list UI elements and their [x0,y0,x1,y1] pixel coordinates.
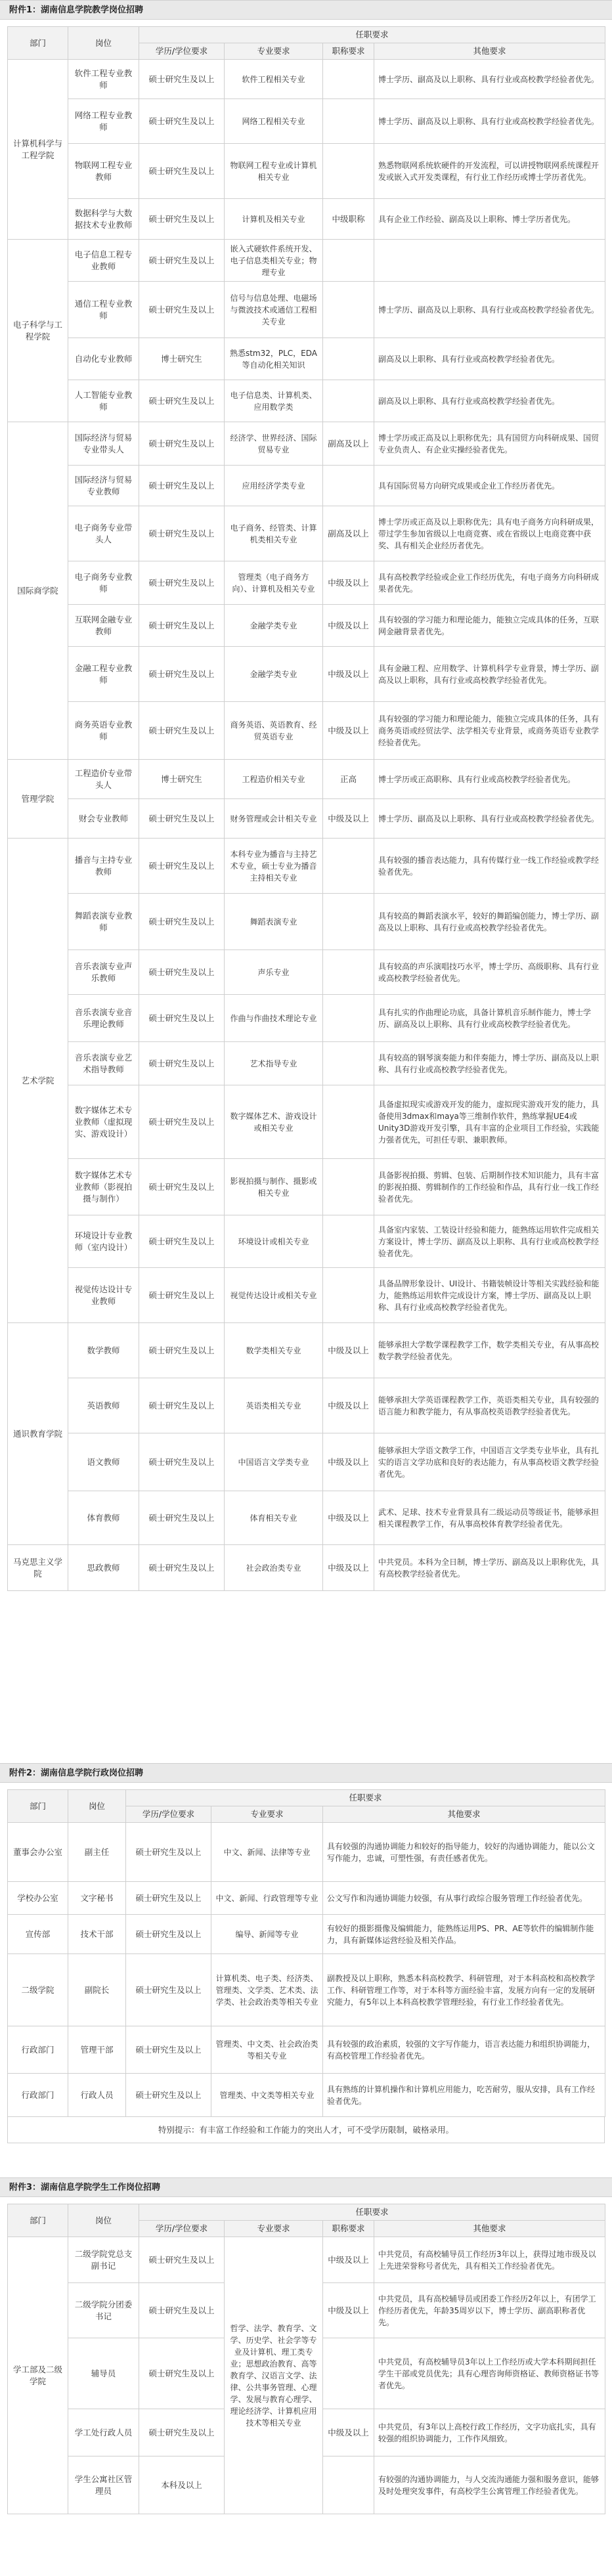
other-cell: 副教授及以上职称，熟悉本科高校教学、科研管理，对于本科高校和高校教学工作、科研管理工作等，对于本科等方面经验丰富，发展方向有一定的发展研究能力，有5年以上本科高校教学管理经验，有行业工作经验者优先。 [323,1954,605,2026]
header-dept: 部门 [8,2204,68,2237]
table-row [8,282,605,338]
other-cell: 中共党员，有高校辅导员工作经历3年以上，获得过地市级及以上先进荣誉称号者优先，具有相关工作经验者优先。 [374,2237,605,2283]
student-work-table-body [8,2237,605,2514]
header-title: 职称要求 [323,2221,374,2237]
table-row [8,422,605,466]
table-row [8,799,605,839]
edu-cell: 硕士研究生及以上 [139,1545,225,1591]
edu-cell: 硕士研究生及以上 [139,99,225,144]
title-cell: 中级职称 [323,199,374,240]
teaching-table [7,26,605,1591]
other-cell: 具有较高的舞蹈表演水平，较好的舞蹈编创能力，博士学历、副高及以上职称、具有行业或高校教学经验者优先。 [374,894,605,950]
major-cell: 信号与信息处理、电磁场与微波技术或通信工程相关专业 [225,282,323,338]
major-cell: 金融学类专业 [225,605,323,647]
major-cell: 体育相关专业 [225,1491,323,1545]
table-row [8,1159,605,1215]
dept-cell: 学工部及二级学院 [8,2237,68,2514]
post-cell: 播音与主持专业教师 [68,839,139,894]
other-cell: 具有较强的学习能力和理论能力，能独立完成具体的任务，具有商务英语或经贸法学、法学相关专业背景，或商务英语专业教学经验者优先。 [374,702,605,760]
major-cell: 本科专业为播音与主持艺术专业，硕士专业为播音主持相关专业 [225,839,323,894]
table-row [8,466,605,506]
dept-cell: 董事会办公室 [8,1823,68,1882]
other-cell: 博士学历、副高及以上职称、具有行业或高校教学经验者优先。 [374,282,605,338]
edu-cell: 硕士研究生及以上 [139,839,225,894]
title-cell: 中级及以上 [323,1378,374,1433]
major-cell: 管理类、中文类、社会政治类等相关专业 [211,2026,323,2074]
table-row [8,1491,605,1545]
major-cell: 管理类、中文类等相关专业 [211,2074,323,2117]
title-cell [323,380,374,422]
other-cell: 具有较强的政治素质，较强的文字写作能力，语言表达能力和组织协调能力，有高校管理工作经验者优先。 [323,2026,605,2074]
other-cell: 能够承担大学数学课程教学工作，数学类相关专业，有从事高校数学教学经验者优先。 [374,1323,605,1378]
post-cell: 数据科学与大数据技术专业教师 [68,199,139,240]
header-edu: 学历/学位要求 [139,2221,225,2237]
edu-cell: 硕士研究生及以上 [126,1823,211,1882]
major-cell: 艺术指导专业 [225,1042,323,1085]
table-row [8,380,605,422]
title-cell: 正高 [323,760,374,799]
section-title: 附件2：湖南信息学院行政岗位招聘 [0,1763,612,1783]
header-dept: 部门 [8,27,68,60]
post-cell: 技术干部 [68,1915,126,1954]
dept-cell: 学校办公室 [8,1882,68,1915]
table-row [8,240,605,282]
table-row [8,1545,605,1591]
dept-cell: 艺术学院 [8,839,68,1323]
header-dept: 部门 [8,1790,68,1823]
major-cell: 中文、新闻、法律等专业 [211,1823,323,1882]
title-cell [323,99,374,144]
major-cell: 物联网工程专业或计算机相关专业 [225,144,323,199]
post-cell: 金融工程专业教师 [68,647,139,702]
header-edu: 学历/学位要求 [139,43,225,60]
title-cell: 副高及以上 [323,422,374,466]
other-cell: 具有较强的播音表达能力，具有传媒行业一线工作经验或教学经验者优先。 [374,839,605,894]
other-cell: 博士学历、副高及以上职称、具有行业或高校教学经验者优先。 [374,99,605,144]
table-row [8,1915,605,1954]
header-major: 专业要求 [211,1806,323,1823]
header-major: 专业要求 [225,43,323,60]
other-cell: 具有较强的学习能力和理论能力，能独立完成具体的任务，互联网金融背景者优先。 [374,605,605,647]
edu-cell: 硕士研究生及以上 [139,1433,225,1491]
major-cell: 工程造价相关专业 [225,760,323,799]
edu-cell: 博士研究生 [139,760,225,799]
major-cell: 声乐专业 [225,950,323,995]
edu-cell: 硕士研究生及以上 [139,380,225,422]
other-cell: 博士学历或正高职称、具有行业或高校教学经验者优先。 [374,760,605,799]
table-row [8,99,605,144]
edu-cell: 硕士研究生及以上 [139,2283,225,2338]
post-cell: 辅导员 [68,2338,139,2409]
table-row [8,1954,605,2026]
table-row [8,60,605,99]
teaching-table-body [8,60,605,1591]
post-cell: 工程造价专业带头人 [68,760,139,799]
other-cell: 具有较强的沟通协调能力和较好的指导能力，较好的沟通协调能力，能以公文写作能力，忠诚，可塑性强，有责任感者优先。 [323,1823,605,1882]
edu-cell: 硕士研究生及以上 [139,2338,225,2409]
title-cell [323,60,374,99]
edu-cell: 硕士研究生及以上 [139,199,225,240]
edu-cell: 硕士研究生及以上 [139,1378,225,1433]
edu-cell: 硕士研究生及以上 [139,561,225,605]
header-other: 其他要求 [374,2221,605,2237]
title-cell [323,282,374,338]
admin-table [7,1789,605,2117]
title-cell: 中级及以上 [323,647,374,702]
table-row [8,1823,605,1882]
edu-cell: 硕士研究生及以上 [139,1491,225,1545]
other-cell: 副高及以上职称、具有行业或高校教学经验者优先。 [374,380,605,422]
dept-cell: 二级学院 [8,1954,68,2026]
title-cell: 中级及以上 [323,1433,374,1491]
major-cell: 网络工程相关专业 [225,99,323,144]
other-cell: 有较好的摄影摄像及编辑能力，能熟练运用PS、PR、AE等软件的编辑制作能力，具有新媒体运营经验及相关作品。 [323,1915,605,1954]
edu-cell: 硕士研究生及以上 [139,240,225,282]
edu-cell: 硕士研究生及以上 [139,422,225,466]
major-cell: 数字媒体艺术、游戏设计或相关专业 [225,1085,323,1159]
table-row [8,894,605,950]
table-row [8,199,605,240]
title-cell [323,1042,374,1085]
other-cell: 博士学历、副高及以上职称、具有行业或高校教学经验者优先。 [374,60,605,99]
header-requirements: 任职要求 [126,1790,605,1806]
edu-cell: 硕士研究生及以上 [139,1268,225,1323]
title-cell: 中级及以上 [323,1323,374,1378]
table-row [8,1215,605,1268]
title-cell [323,2338,374,2409]
other-cell: 具备品牌形象设计、UI设计、书籍装帧设计等相关实践经验和能力，能熟练运用软件完成设计方案，博士学历、副高及以上职称、具有行业或高校教学经验者优先。 [374,1268,605,1323]
table-row [8,2237,605,2283]
other-cell: 武术、足球、技术专业背景具有二级运动员等级证书，能够承担相关课程教学工作，有从事高校体育教学经验者优先。 [374,1491,605,1545]
major-cell: 金融学类专业 [225,647,323,702]
title-cell: 中级及以上 [323,605,374,647]
other-cell: 具有较高的声乐演唱技巧水平，博士学历、高级职称、具有行业或高校教学经验者优先。 [374,950,605,995]
edu-cell: 硕士研究生及以上 [139,1323,225,1378]
other-cell: 能够承担大学语文教学工作，中国语言文学类专业毕业，具有扎实的语言文学功底和良好的表达能力，有从事高校语文教学经验者优先。 [374,1433,605,1491]
major-cell: 环境设计或相关专业 [225,1215,323,1268]
post-cell: 音乐表演专业艺术指导教师 [68,1042,139,1085]
table-row [8,506,605,561]
major-cell: 社会政治类专业 [225,1545,323,1591]
major-cell: 电子信息类、计算机类、应用数学类 [225,380,323,422]
post-cell: 电子信息工程专业教师 [68,240,139,282]
table-row [8,760,605,799]
edu-cell: 硕士研究生及以上 [126,2026,211,2074]
other-cell: 具有熟练的计算机操作和计算机应用能力，吃苦耐劳，服从安排，具有工作经验者优先。 [323,2074,605,2117]
post-cell: 商务英语专业教师 [68,702,139,760]
other-cell: 能够承担大学英语课程教学工作，英语类相关专业，具有较强的语言能力和教学能力，有从事高校英语教学经验者优先。 [374,1378,605,1433]
table-row [8,1268,605,1323]
title-cell: 中级及以上 [323,2283,374,2338]
header-post: 岗位 [68,27,139,60]
header-other: 其他要求 [323,1806,605,1823]
edu-cell: 本科及以上 [139,2456,225,2514]
header-post: 岗位 [68,1790,126,1823]
major-cell: 管理类（电子商务方向）、计算机及相关专业 [225,561,323,605]
table-row [8,2026,605,2074]
post-cell: 英语教师 [68,1378,139,1433]
major-cell: 作曲与作曲技术理论专业 [225,995,323,1042]
section-title: 附件1：湖南信息学院教学岗位招聘 [0,0,612,20]
major-cell: 影视拍摄与制作、摄影或相关专业 [225,1159,323,1215]
other-cell: 中共党员。本科为全日制，博士学历、副高及以上职称优先，具有高校教学经验者优先。 [374,1545,605,1591]
edu-cell: 硕士研究生及以上 [139,1042,225,1085]
post-cell: 物联网工程专业教师 [68,144,139,199]
header-requirements: 任职要求 [139,27,605,43]
header-requirements: 任职要求 [139,2204,605,2221]
post-cell: 学生公寓社区管理员 [68,2456,139,2514]
post-cell: 管理干部 [68,2026,126,2074]
post-cell: 二级学院党总支副书记 [68,2237,139,2283]
edu-cell: 硕士研究生及以上 [139,2237,225,2283]
post-cell: 数字媒体艺术专业教师（虚拟现实、游戏设计） [68,1085,139,1159]
major-cell: 中国语言文学类专业 [225,1433,323,1491]
title-cell: 中级及以上 [323,561,374,605]
admin-section [0,1763,612,2143]
major-cell: 应用经济学类专业 [225,466,323,506]
major-cell: 经济学、世界经济、国际贸易专业 [225,422,323,466]
edu-cell: 硕士研究生及以上 [139,60,225,99]
post-cell: 思政教师 [68,1545,139,1591]
edu-cell: 硕士研究生及以上 [126,2074,211,2117]
other-cell: 中共党员，有3年以上高校行政工作经历，文字功底扎实，具有较强的组织协调能力，工作作风细致。 [374,2409,605,2456]
edu-cell: 硕士研究生及以上 [139,282,225,338]
other-cell: 博士学历、副高及以上职称、具有行业或高校教学经验者优先。 [374,799,605,839]
major-cell: 数学类相关专业 [225,1323,323,1378]
title-cell: 中级及以上 [323,2409,374,2456]
post-cell: 副院长 [68,1954,126,2026]
edu-cell: 硕士研究生及以上 [126,1954,211,2026]
major-cell: 舞蹈表演专业 [225,894,323,950]
header-title: 职称要求 [323,43,374,60]
other-cell: 公文写作和沟通协调能力较强，有从事行政综合服务管理工作经验者优先。 [323,1882,605,1915]
major-cell: 计算机及相关专业 [225,199,323,240]
post-cell: 舞蹈表演专业教师 [68,894,139,950]
edu-cell: 硕士研究生及以上 [139,1215,225,1268]
post-cell: 数字媒体艺术专业教师（影视拍摄与制作） [68,1159,139,1215]
major-cell: 哲学、法学、教育学、文学、历史学、社会学等专业及计算机、理工类专业；思想政治教育、高等教育学、汉语言文学、法律、公共事务管理、心理学、发展与教育心理学、理论经济学、计算机应用技术等相关专业 [225,2237,323,2514]
table-row [8,950,605,995]
table-row [8,1042,605,1085]
post-cell: 学工处行政人员 [68,2409,139,2456]
edu-cell: 硕士研究生及以上 [139,950,225,995]
edu-cell: 硕士研究生及以上 [139,2409,225,2456]
post-cell: 环境设计专业教师（室内设计） [68,1215,139,1268]
edu-cell: 硕士研究生及以上 [139,506,225,561]
edu-cell: 博士研究生 [139,338,225,380]
edu-cell: 硕士研究生及以上 [139,1159,225,1215]
edu-cell: 硕士研究生及以上 [139,995,225,1042]
title-cell [323,144,374,199]
table-row [8,1323,605,1378]
post-cell: 国际经济与贸易专业带头人 [68,422,139,466]
edu-cell: 硕士研究生及以上 [139,605,225,647]
major-cell: 财务管理或会计相关专业 [225,799,323,839]
major-cell: 软件工程相关专业 [225,60,323,99]
student-work-table [7,2204,605,2514]
other-cell: 具有较高的钢琴演奏能力和伴奏能力，博士学历、副高及以上职称、具有行业或高校教学经验者优先。 [374,1042,605,1085]
dept-cell: 马克思主义学院 [8,1545,68,1591]
edu-cell: 硕士研究生及以上 [139,466,225,506]
dept-cell: 计算机科学与工程学院 [8,60,68,240]
table-row [8,839,605,894]
major-cell: 商务英语、英语教育、经贸英语专业 [225,702,323,760]
post-cell: 音乐表演专业声乐教师 [68,950,139,995]
dept-cell: 管理学院 [8,760,68,839]
major-cell: 英语类相关专业 [225,1378,323,1433]
title-cell [323,995,374,1042]
dept-cell: 国际商学院 [8,422,68,760]
table-row [8,995,605,1042]
title-cell [323,240,374,282]
other-cell: 副高及以上职称、具有行业或高校教学经验者优先。 [374,338,605,380]
major-cell: 视觉传达设计或相关专业 [225,1268,323,1323]
post-cell: 二级学院分团委书记 [68,2283,139,2338]
post-cell: 电子商务专业带头人 [68,506,139,561]
other-cell: 具备虚拟现实或游戏开发的能力，虚拟现实游戏开发的能力，具备使用3dmax和maya等三维制作软件，熟练掌握UE4或Unity3D游戏开发引擎，具有丰富的企业项目工作经验，实践能力强者优先，可担任专职、兼职教师。 [374,1085,605,1159]
edu-cell: 硕士研究生及以上 [139,799,225,839]
dept-cell: 宣传部 [8,1915,68,1954]
dept-cell: 通识教育学院 [8,1323,68,1545]
table-row [8,702,605,760]
header-major: 专业要求 [225,2221,323,2237]
post-cell: 文字秘书 [68,1882,126,1915]
title-cell: 中级及以上 [323,1545,374,1591]
edu-cell: 硕士研究生及以上 [139,647,225,702]
title-cell [323,1085,374,1159]
other-cell: 熟悉物联网系统软硬件的开发流程，可以讲授物联网系统课程开发或嵌入式开发类课程，有行业工作经历或博士学历者优先。 [374,144,605,199]
table-row [8,1882,605,1915]
section-title: 附件3：湖南信息学院学生工作岗位招聘 [0,2177,612,2197]
major-cell: 熟悉stm32，PLC，EDA等自动化相关知识 [225,338,323,380]
post-cell: 财会专业教师 [68,799,139,839]
table-row [8,2074,605,2117]
post-cell: 语文教师 [68,1433,139,1491]
post-cell: 体育教师 [68,1491,139,1545]
table-row [8,561,605,605]
other-cell: 中共党员，有高校辅导员3年以上工作经历或大学本科期间担任学生干部或党员优先；具有心理咨询师资格证、教师资格证书等者优先。 [374,2338,605,2409]
post-cell: 人工智能专业教师 [68,380,139,422]
edu-cell: 硕士研究生及以上 [139,1085,225,1159]
major-cell: 计算机类、电子类、经济类、管理类、文学类、艺术类、法学类、社会政治类等相关专业 [211,1954,323,2026]
edu-cell: 硕士研究生及以上 [126,1882,211,1915]
post-cell: 视觉传达设计专业教师 [68,1268,139,1323]
special-note: 特别提示：有丰富工作经验和工作能力的突出人才，可不受学历限制，破格录用。 [7,2117,605,2143]
other-cell: 具有国际贸易方向研究成果或企业工作经历者优先。 [374,466,605,506]
other-cell: 具有企业工作经验、副高及以上职称、博士学历者优先。 [374,199,605,240]
dept-cell: 行政部门 [8,2026,68,2074]
table-row [8,1085,605,1159]
title-cell: 中级及以上 [323,799,374,839]
header-edu: 学历/学位要求 [126,1806,211,1823]
title-cell [323,1215,374,1268]
table-row [8,144,605,199]
edu-cell: 硕士研究生及以上 [139,144,225,199]
post-cell: 网络工程专业教师 [68,99,139,144]
post-cell: 自动化专业教师 [68,338,139,380]
post-cell: 行政人员 [68,2074,126,2117]
table-row [8,1433,605,1491]
table-row [8,338,605,380]
major-cell: 编导、新闻等专业 [211,1915,323,1954]
post-cell: 通信工程专业教师 [68,282,139,338]
other-cell: 具有高校教学经验或企业工作经历优先，有电子商务方向科研成果者优先。 [374,561,605,605]
post-cell: 副主任 [68,1823,126,1882]
title-cell: 中级及以上 [323,1491,374,1545]
post-cell: 互联网金融专业教师 [68,605,139,647]
other-cell: 博士学历或正高及以上职称优先；具有电子商务方向科研成果，带过学生参加省级以上电商竞赛、或在省级以上电商竞赛中获奖、具有相关企业经历者优先。 [374,506,605,561]
title-cell: 中级及以上 [323,702,374,760]
post-cell: 国际经济与贸易专业教师 [68,466,139,506]
other-cell: 中共党员，具有高校辅导员或团委工作经历2年以上，有团学工作经历者优先，年龄35周岁以下，博士学历、副高职称者优先。 [374,2283,605,2338]
title-cell [323,839,374,894]
student-work-section [0,2177,612,2514]
title-cell [323,950,374,995]
other-cell: 具备影视拍摄、剪辑、包装、后期制作技术知识能力，具有丰富的影视拍摄、剪辑制作的工作经验和作品，具有行业一线工作经验者优先。 [374,1159,605,1215]
title-cell [323,894,374,950]
dept-cell: 电子科学与工程学院 [8,240,68,422]
edu-cell: 硕士研究生及以上 [126,1915,211,1954]
title-cell [323,466,374,506]
admin-table-body [8,1823,605,2117]
title-cell: 副高及以上 [323,506,374,561]
post-cell: 音乐表演专业音乐理论教师 [68,995,139,1042]
other-cell: 具有金融工程、应用数学、计算机科学专业背景，博士学历、副高及以上职称，具有行业或高校教学经验者优先。 [374,647,605,702]
title-cell [323,1159,374,1215]
major-cell: 嵌入式硬软件系统开发、电子信息类相关专业；物理专业 [225,240,323,282]
header-other: 其他要求 [374,43,605,60]
title-cell [323,2456,374,2514]
major-cell: 中文、新闻、行政管理等专业 [211,1882,323,1915]
edu-cell: 硕士研究生及以上 [139,702,225,760]
table-row [8,605,605,647]
post-cell: 数学教师 [68,1323,139,1378]
post-cell: 电子商务专业教师 [68,561,139,605]
edu-cell: 硕士研究生及以上 [139,894,225,950]
other-cell: 有较强的沟通协调能力，与人交流沟通能力强和服务意识，能够及时处理突发事件，有高校学生公寓管理工作经验者优先。 [374,2456,605,2514]
title-cell [323,1268,374,1323]
title-cell: 中级及以上 [323,2237,374,2283]
dept-cell: 行政部门 [8,2074,68,2117]
other-cell [374,240,605,282]
table-row [8,1378,605,1433]
title-cell [323,338,374,380]
table-row [8,647,605,702]
major-cell: 电子商务、经管类、计算机类相关专业 [225,506,323,561]
header-post: 岗位 [68,2204,139,2237]
other-cell: 具备室内家装、工装设计经验和能力，能熟练运用软件完成相关方案设计，博士学历、副高及以上职称、具有行业或高校教学经验者优先。 [374,1215,605,1268]
other-cell: 具有扎实的作曲理论功底，具备计算机音乐制作能力，博士学历、副高及以上职称、具有行业或高校教学经验者优先。 [374,995,605,1042]
other-cell: 博士学历或正高及以上职称优先；具有国贸方向科研成果、国贸专业负责人、有企业实操经验者优先。 [374,422,605,466]
post-cell: 软件工程专业教师 [68,60,139,99]
